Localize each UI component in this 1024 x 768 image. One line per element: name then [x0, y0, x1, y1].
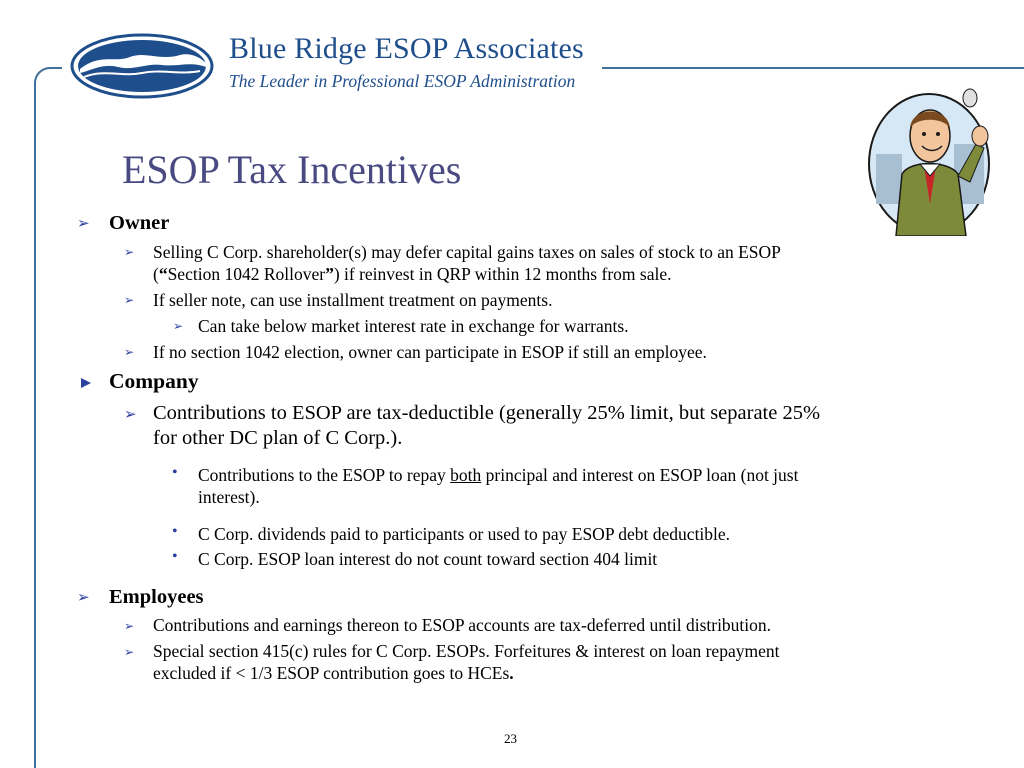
owner-item-1-line-1: Selling C Corp. shareholder(s) may defer capital gains taxes on sales of stock to an ESOP	[153, 242, 781, 262]
owner-heading: Owner	[109, 212, 170, 234]
arrow-bullet-icon: ➢	[124, 407, 137, 423]
company-heading: Company	[109, 369, 199, 393]
triangle-bullet-icon	[80, 377, 92, 389]
dot-bullet-icon: •	[172, 464, 178, 481]
employees-item-1: Contributions and earnings thereon to ESOP accounts are tax-deferred until distribution.	[153, 615, 772, 635]
owner-item-2-sub: Can take below market interest rate in exchange for warrants.	[198, 316, 629, 336]
blue-ridge-mountain-logo-icon	[70, 33, 215, 99]
page-number: 23	[504, 731, 517, 746]
arrow-bullet-icon: ➢	[124, 619, 135, 633]
owner-item-3: If no section 1042 election, owner can participate in ESOP if still an employee.	[153, 342, 707, 362]
arrow-bullet-icon: ➢	[77, 590, 90, 606]
company-sub-1: Contributions to the ESOP to repay both principal and interest on ESOP loan (not just interest).	[198, 465, 799, 507]
arrow-bullet-icon: ➢	[124, 293, 135, 307]
company-item-1: Contributions to ESOP are tax-deductible (generally 25% limit, but separate 25% for other DC plan of C Corp.).	[153, 402, 821, 449]
owner-item-2: If seller note, can use installment treatment on payments.	[153, 290, 553, 310]
company-sub-2: C Corp. dividends paid to participants or used to pay ESOP debt deductible.	[198, 524, 731, 544]
owner-item-1: Selling C Corp. shareholder(s) may defer capital gains taxes on sales of stock to an ESOP (“Section 1042 Rollover”) if reinvest in QRP within 12 months from sale.	[153, 242, 781, 284]
company-tagline: The Leader in Professional ESOP Administration	[229, 71, 576, 91]
slide-title: ESOP Tax Incentives	[122, 147, 462, 192]
arrow-bullet-icon: ➢	[77, 216, 90, 232]
arrow-bullet-icon: ➢	[124, 645, 135, 659]
dot-bullet-icon: •	[172, 523, 178, 540]
businessman-thumbs-up-icon	[866, 84, 996, 236]
dot-bullet-icon: •	[172, 548, 178, 565]
company-name: Blue Ridge ESOP Associates	[229, 32, 584, 65]
company-sub-3: C Corp. ESOP loan interest do not count toward section 404 limit	[198, 549, 658, 569]
arrow-bullet-icon: ➢	[124, 245, 135, 259]
employees-heading: Employees	[109, 586, 204, 608]
arrow-bullet-icon: ➢	[173, 319, 184, 333]
arrow-bullet-icon: ➢	[124, 345, 135, 359]
employees-item-2: Special section 415(c) rules for C Corp. ESOPs. Forfeitures & interest on loan repayment excluded if < 1/3 ESOP contribution goes to HCEs.	[153, 641, 780, 683]
